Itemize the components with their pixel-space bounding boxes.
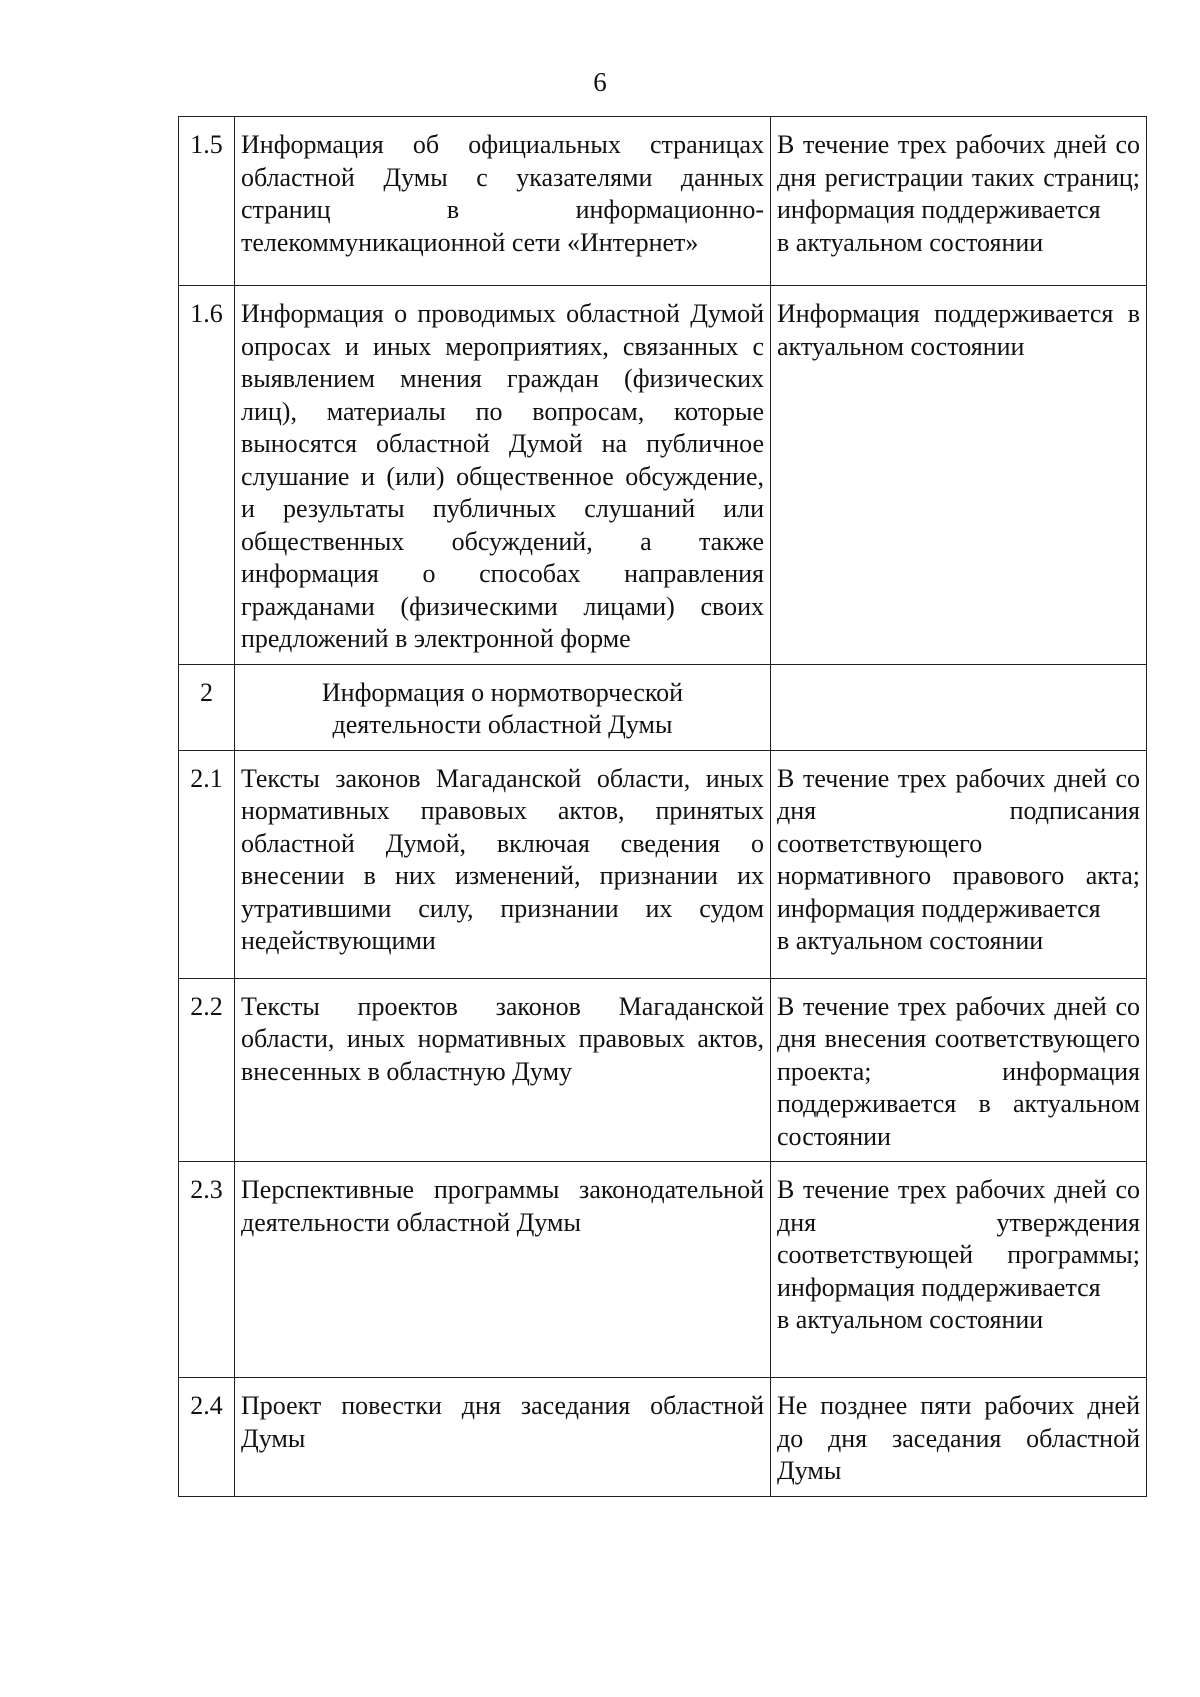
info-cell [235, 117, 771, 286]
term-cell [771, 1162, 1147, 1378]
information-table [178, 116, 1147, 1497]
row-number: 2.3 [179, 1162, 235, 1378]
table-row [179, 286, 1147, 665]
info-text: Тексты проектов законов Магаданской области, иных нормативных правовых актов, внесенных в областную Думу [241, 991, 764, 1086]
table-row [179, 117, 1147, 286]
info-text: Информация об официальных страницах областной Думы с указателями данных страниц в информационно-телекоммуникационной сети «Интернет» [241, 130, 764, 257]
term-cell [771, 664, 1147, 750]
row-number: 2.4 [179, 1378, 235, 1497]
info-text: Проект повестки дня заседания областной Думы [241, 1391, 764, 1453]
term-text: В течение трех рабочих дней со дня внесения соответствующего проекта; информация поддерживается в актуальном состоянии [777, 991, 1140, 1151]
info-cell [235, 664, 771, 750]
table-row [179, 1162, 1147, 1378]
info-cell [235, 1378, 771, 1497]
table-row [179, 750, 1147, 978]
term-cell [771, 117, 1147, 286]
info-cell [235, 286, 771, 665]
term-text: В течение трех рабочих дней со дня регистрации таких страниц; информация поддерживается в актуальном состоянии [777, 130, 1140, 257]
term-text: В течение трех рабочих дней со дня утверждения соответствующей программы; информация поддерживается в актуальном состоянии [777, 1175, 1140, 1334]
row-number: 1.6 [179, 286, 235, 665]
row-number: 2 [179, 664, 235, 750]
row-number: 2.1 [179, 750, 235, 978]
row-number: 2.2 [179, 978, 235, 1162]
table-row [179, 978, 1147, 1162]
term-cell [771, 1378, 1147, 1497]
term-cell [771, 286, 1147, 665]
term-cell [771, 978, 1147, 1162]
info-text: Тексты законов Магаданской области, иных нормативных правовых актов, принятых областной Думой, включая сведения о внесении в них изменений, признании их утратившими силу, признании их судом недействующими [241, 763, 764, 955]
row-number: 1.5 [179, 117, 235, 286]
term-cell [771, 750, 1147, 978]
term-text: В течение трех рабочих дней со дня подписания соответствующего нормативного правового акта; информация поддерживается в актуальном состоянии [777, 763, 1140, 955]
table-row [179, 664, 1147, 750]
info-cell [235, 978, 771, 1162]
page-number: 6 [593, 67, 607, 97]
table-row [179, 1378, 1147, 1497]
info-text: Информация о проводимых областной Думой опросах и иных мероприятиях, связанных с выявлением мнения граждан (физических лиц), материалы по вопросам, которые выносятся областной Думой на публичное слушание и (или) общественное обсуждение, и результаты публичных слушаний или общественных обсуждений, а также информация о способах направления гражданами (физическими лицами) своих предложений в электронной форме [241, 299, 764, 653]
info-text: Перспективные программы законодательной деятельности областной Думы [241, 1175, 764, 1237]
term-text: Информация поддерживается в актуальном состоянии [777, 299, 1140, 361]
term-text: Не позднее пяти рабочих дней до дня заседания областной Думы [777, 1391, 1140, 1485]
info-cell [235, 750, 771, 978]
info-cell [235, 1162, 771, 1378]
section-heading: Информация о нормотворческой деятельности областной Думы [321, 677, 684, 739]
